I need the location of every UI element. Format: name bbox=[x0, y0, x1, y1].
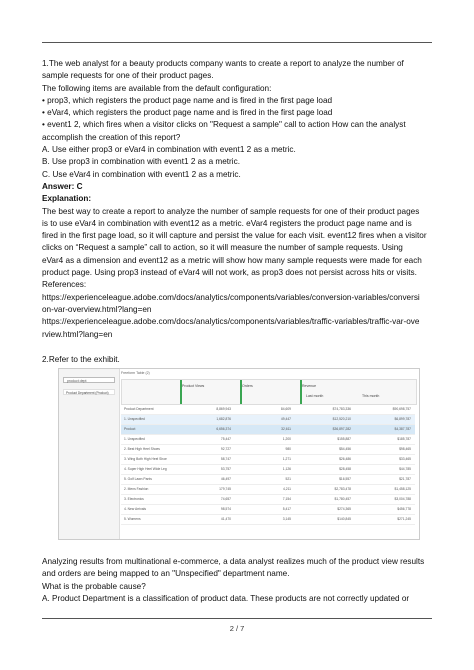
top-rule bbox=[42, 42, 432, 43]
row-value: $90,698,757 bbox=[392, 407, 411, 411]
row-value: 4,211 bbox=[282, 487, 291, 491]
row-value: 1,271 bbox=[282, 457, 291, 461]
column-divider bbox=[180, 380, 182, 404]
option-c: C. Use eVar4 in combination with event1 2 as a metric. bbox=[42, 169, 241, 179]
table-row bbox=[121, 475, 415, 485]
row-value: 53,757 bbox=[220, 467, 231, 471]
row-value: $33,465 bbox=[399, 457, 411, 461]
table-row bbox=[121, 465, 415, 475]
q2-text bbox=[42, 556, 434, 605]
row-value: 58,747 bbox=[220, 457, 231, 461]
row-value: 92,727 bbox=[220, 447, 231, 451]
row-value: $271,245 bbox=[397, 517, 411, 521]
row-value: 46,497 bbox=[220, 477, 231, 481]
table-row bbox=[121, 425, 415, 435]
col-last-month: Last month bbox=[306, 394, 324, 398]
col-revenue: Revenue bbox=[302, 384, 317, 388]
row-value: $74,783,336 bbox=[332, 407, 351, 411]
row-value: $16,557 bbox=[339, 477, 351, 481]
row-value: 1,682,876 bbox=[216, 417, 231, 421]
row-value: $6,899,787 bbox=[394, 417, 411, 421]
row-value: $155,887 bbox=[337, 437, 351, 441]
row-value: $54,456 bbox=[339, 447, 351, 451]
reference-link[interactable]: rview.html?lang=en bbox=[42, 329, 113, 339]
row-label: 1. Unspecified bbox=[124, 417, 145, 421]
exhibit-screenshot bbox=[58, 368, 420, 540]
explanation-line: clicks on “Request a sample” call to action, so it will measure the number of sample requests. Using bbox=[42, 243, 403, 253]
column-divider bbox=[240, 380, 242, 404]
row-value: 179,745 bbox=[219, 487, 231, 491]
q2-line: and orders are being mapped to an "Unspecified" department name. bbox=[42, 569, 290, 579]
table-header bbox=[121, 379, 417, 405]
row-label: 3. Electronics bbox=[124, 497, 144, 501]
reference-link[interactable]: on-var-overview.html?lang=en bbox=[42, 304, 152, 314]
answer: Answer: C bbox=[42, 181, 83, 191]
row-value: 49,447 bbox=[280, 417, 291, 421]
row-value: 41,470 bbox=[220, 517, 231, 521]
row-value: $4,387,787 bbox=[394, 427, 411, 431]
row-label: 3. Wing Both High Heel Shoe bbox=[124, 457, 167, 461]
row-label: 4. New Arrivals bbox=[124, 507, 146, 511]
row-label: 5. Womens bbox=[124, 517, 141, 521]
explanation-line: fired in the first page load, so it will capture and persist the value for each visit. event12 fires when a visitor bbox=[42, 231, 427, 241]
row-value: $21,787 bbox=[399, 477, 411, 481]
row-value: $36,897,282 bbox=[332, 427, 351, 431]
page-number: 2 / 7 bbox=[229, 624, 245, 633]
q1-line: 1.The web analyst for a beauty products company wants to create a report to analyze the number of bbox=[42, 59, 404, 68]
row-value: $3,004,788 bbox=[394, 497, 411, 501]
explanation-line: eVar4 as a dimension and event12 as a metric will show how many sample requests were made for each bbox=[42, 255, 422, 265]
row-value: 84,609 bbox=[280, 407, 291, 411]
table-row bbox=[121, 495, 415, 505]
col-orders: Orders bbox=[242, 384, 253, 388]
explanation-label: Explanation: bbox=[42, 194, 92, 204]
row-value: 7,154 bbox=[282, 497, 291, 501]
q1-line: • prop3, which registers the product page name and is fired in the first page load bbox=[42, 95, 333, 105]
freeform-table bbox=[121, 369, 419, 539]
q2-line: A. Product Department is a classification of product data. These products are not correctly updated or bbox=[42, 593, 410, 603]
references-label: References: bbox=[42, 280, 87, 290]
row-value: 6,656,374 bbox=[216, 427, 231, 431]
row-label: Product bbox=[124, 427, 136, 431]
q1-line: sample requests for one of their product pages. bbox=[42, 71, 214, 81]
q1-line: accomplish the creation of this report? bbox=[42, 132, 181, 142]
col-this-month: This month bbox=[362, 394, 380, 398]
row-value: 1,200 bbox=[282, 437, 291, 441]
table-row bbox=[121, 515, 415, 525]
table-row bbox=[121, 455, 415, 465]
row-value: $1,780,457 bbox=[334, 497, 351, 501]
q2-line: Analyzing results from multinational e-commerce, a data analyst realizes much of the product view results bbox=[42, 557, 425, 566]
column-divider bbox=[300, 380, 302, 404]
reference-link[interactable]: https://experienceleague.adobe.com/docs/analytics/components/variables/conversion-variables/conversi bbox=[42, 292, 420, 302]
table-row bbox=[121, 445, 415, 455]
table-row bbox=[121, 435, 415, 445]
row-value: $98,465 bbox=[399, 447, 411, 451]
row-value: 74,657 bbox=[220, 497, 231, 501]
q2-intro: 2.Refer to the exhibit. bbox=[42, 355, 120, 364]
row-label: 2. Best High Heel Shoes bbox=[124, 447, 160, 451]
row-value: $12,520,210 bbox=[332, 417, 351, 421]
row-value: 521 bbox=[285, 477, 291, 481]
option-a: A. Use either prop3 or eVar4 in combination with event1 2 as a metric. bbox=[42, 145, 296, 155]
explanation-line: is to use eVar4 in combination with event12 as a metric. eVar4 registers the product page name and is bbox=[42, 218, 412, 228]
q1-line: • eVar4, which registers the product page name and is fired in the first page load bbox=[42, 108, 333, 118]
table-row bbox=[121, 415, 415, 425]
option-b: B. Use prop3 in combination with event1 2 as a metric. bbox=[42, 157, 240, 167]
row-value: 3,145 bbox=[282, 517, 291, 521]
row-label: 4. Super High Heel Wide Leg bbox=[124, 467, 167, 471]
row-label: 2. Mens Fashion bbox=[124, 487, 149, 491]
row-value: $456,778 bbox=[397, 507, 411, 511]
table-title: Freeform Table (2) bbox=[121, 371, 150, 375]
component-search-input: product dept bbox=[63, 377, 115, 383]
explanation-line: The best way to create a report to analyze the number of sample requests for one of their product pages bbox=[42, 206, 420, 216]
q1-line: • event1 2, which fires when a visitor clicks on "Request a sample" call to action How can the analyst bbox=[42, 120, 406, 130]
row-value: 5,417 bbox=[282, 507, 291, 511]
col-product-views: Product Views bbox=[182, 384, 205, 388]
row-value: 1,126 bbox=[282, 467, 291, 471]
row-value: $26,486 bbox=[339, 457, 351, 461]
reference-link[interactable]: https://experienceleague.adobe.com/docs/analytics/components/variables/traffic-variables/traffic-var-ove bbox=[42, 317, 420, 327]
row-label: 1. Unspecified bbox=[124, 437, 145, 441]
row-value: 32,611 bbox=[281, 427, 291, 431]
row-value: 980 bbox=[285, 447, 291, 451]
q1-line: The following items are available from the default configuration: bbox=[42, 83, 272, 93]
row-value: $185,787 bbox=[397, 437, 411, 441]
component-item: Product Department (Product) bbox=[63, 389, 115, 395]
table-row bbox=[121, 405, 415, 415]
row-label: Product Department bbox=[124, 407, 154, 411]
row-value: $2,783,478 bbox=[334, 487, 351, 491]
row-value: 8,869,943 bbox=[216, 407, 231, 411]
explanation-line: product page. Using prop3 instead of eVar4 will not work, as prop3 does not persist across hits or visits. bbox=[42, 268, 417, 278]
row-value: $140,845 bbox=[337, 517, 351, 521]
row-value: $1,458,125 bbox=[394, 487, 411, 491]
row-value: 75,447 bbox=[220, 437, 231, 441]
row-value: $44,785 bbox=[399, 467, 411, 471]
table-row bbox=[121, 485, 415, 495]
row-value: 98,574 bbox=[220, 507, 231, 511]
row-value: $28,458 bbox=[339, 467, 351, 471]
component-panel bbox=[59, 369, 120, 539]
row-value: $274,365 bbox=[337, 507, 351, 511]
bottom-rule bbox=[42, 618, 432, 619]
table-row bbox=[121, 505, 415, 515]
q2-line: What is the probable cause? bbox=[42, 581, 146, 591]
question-1 bbox=[42, 58, 434, 341]
row-label: 5. Golf Lawn Pants bbox=[124, 477, 152, 481]
